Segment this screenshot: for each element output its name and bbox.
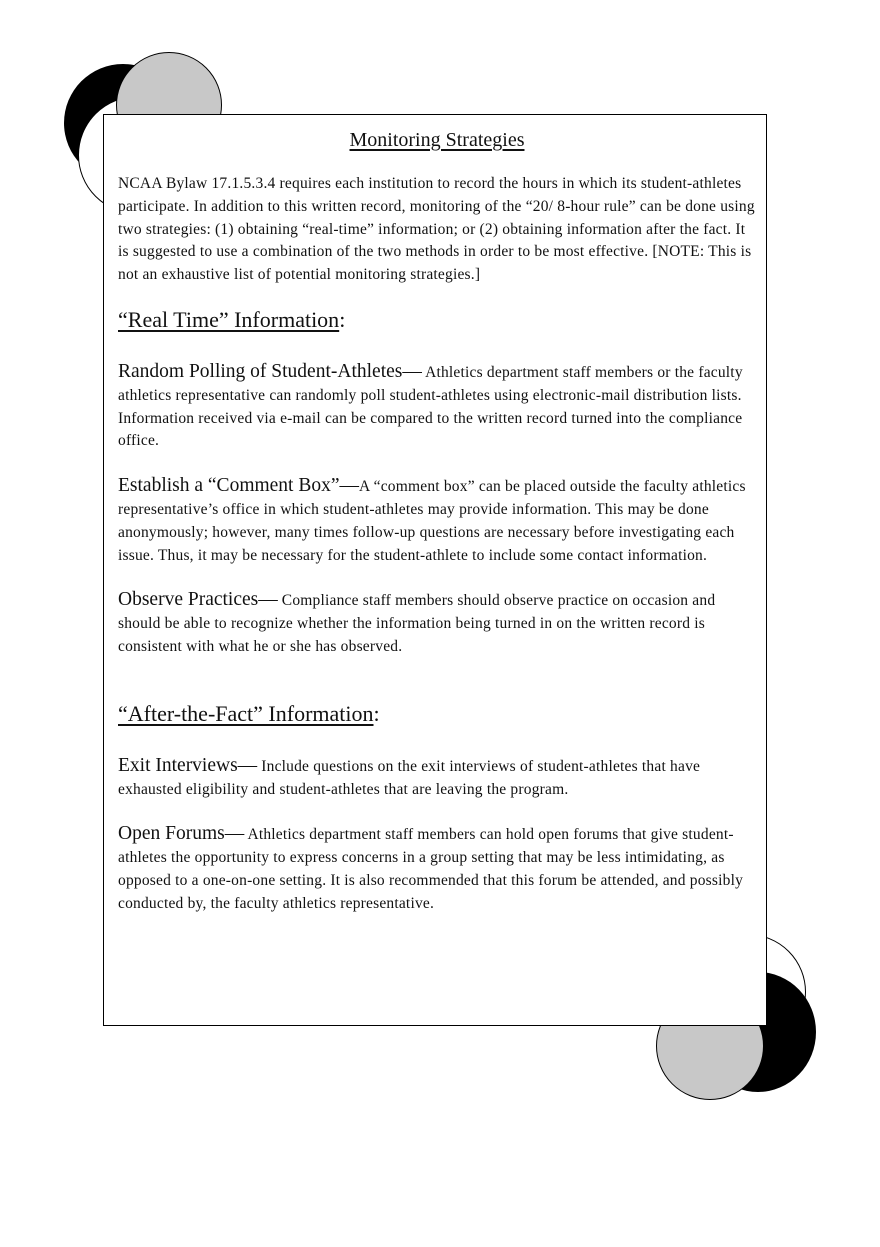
document-content (118, 127, 756, 916)
section-heading-after-the-fact (118, 699, 756, 729)
entry-lead: Exit Interviews— (118, 754, 258, 776)
document-frame (103, 114, 767, 1026)
entry-open-forums (118, 823, 756, 915)
entry-exit-interviews (118, 755, 756, 802)
entry-lead: Open Forums— (118, 823, 245, 845)
entry-text: Compliance staff members should observe practice on occasion and should be able to recognize whether the information being turned in on the written record is consistent with what he or she has observed. (118, 592, 716, 655)
entry-lead: Observe Practices— (118, 589, 278, 611)
page-title: Monitoring Strategies (349, 129, 525, 151)
entry-random-polling (118, 361, 756, 453)
section-heading-real-time (118, 305, 756, 335)
entry-text: Athletics department staff members can hold open forums that give student-athletes the opportunity to express concerns in a group setting that may be less intimidating, as opposed to a one-on-one setting. It is also recommended that this forum be attended, and possibly conducted by, the faculty athletics representative. (118, 826, 744, 912)
entry-observe-practices (118, 589, 756, 658)
intro-paragraph: NCAA Bylaw 17.1.5.3.4 requires each institution to record the hours in which its student-athletes participate. In addition to this written record, monitoring of the “20/ 8-hour rule” can be done using two strategies: (1) obtaining “real-time” information; or (2) obtaining information after the fact. It is suggested to use a combination of the two methods in order to be most effective. [NOTE: This is not an exhaustive list of potential monitoring strategies.] (118, 175, 755, 284)
entry-lead: Establish a “Comment Box”— (118, 475, 360, 497)
entry-comment-box (118, 475, 756, 567)
entry-text: A “comment box” can be placed outside the faculty athletics representative’s office in which student-athletes may provide information. This may be done anonymously; however, many times follow-up questions are necessary before investigating each issue. Thus, it may be necessary for the student-athlete to include some contact information. (118, 478, 746, 564)
section-heading-colon: : (373, 700, 380, 726)
section-heading-colon: : (339, 306, 346, 332)
entry-text: Athletics department staff members or the faculty athletics representative can randomly poll student-athletes using electronic-mail distribution lists. Information received via e-mail can be compared to the written record turned into the compliance office. (118, 363, 743, 450)
section-heading-text: “After-the-Fact” Information (118, 700, 374, 726)
entry-lead: Random Polling of Student-Athletes— (118, 360, 422, 382)
entry-text: Include questions on the exit interviews of student-athletes that have exhausted eligibility and student-athletes that are leaving the program. (118, 757, 701, 798)
section-heading-text: “Real Time” Information (118, 306, 340, 332)
